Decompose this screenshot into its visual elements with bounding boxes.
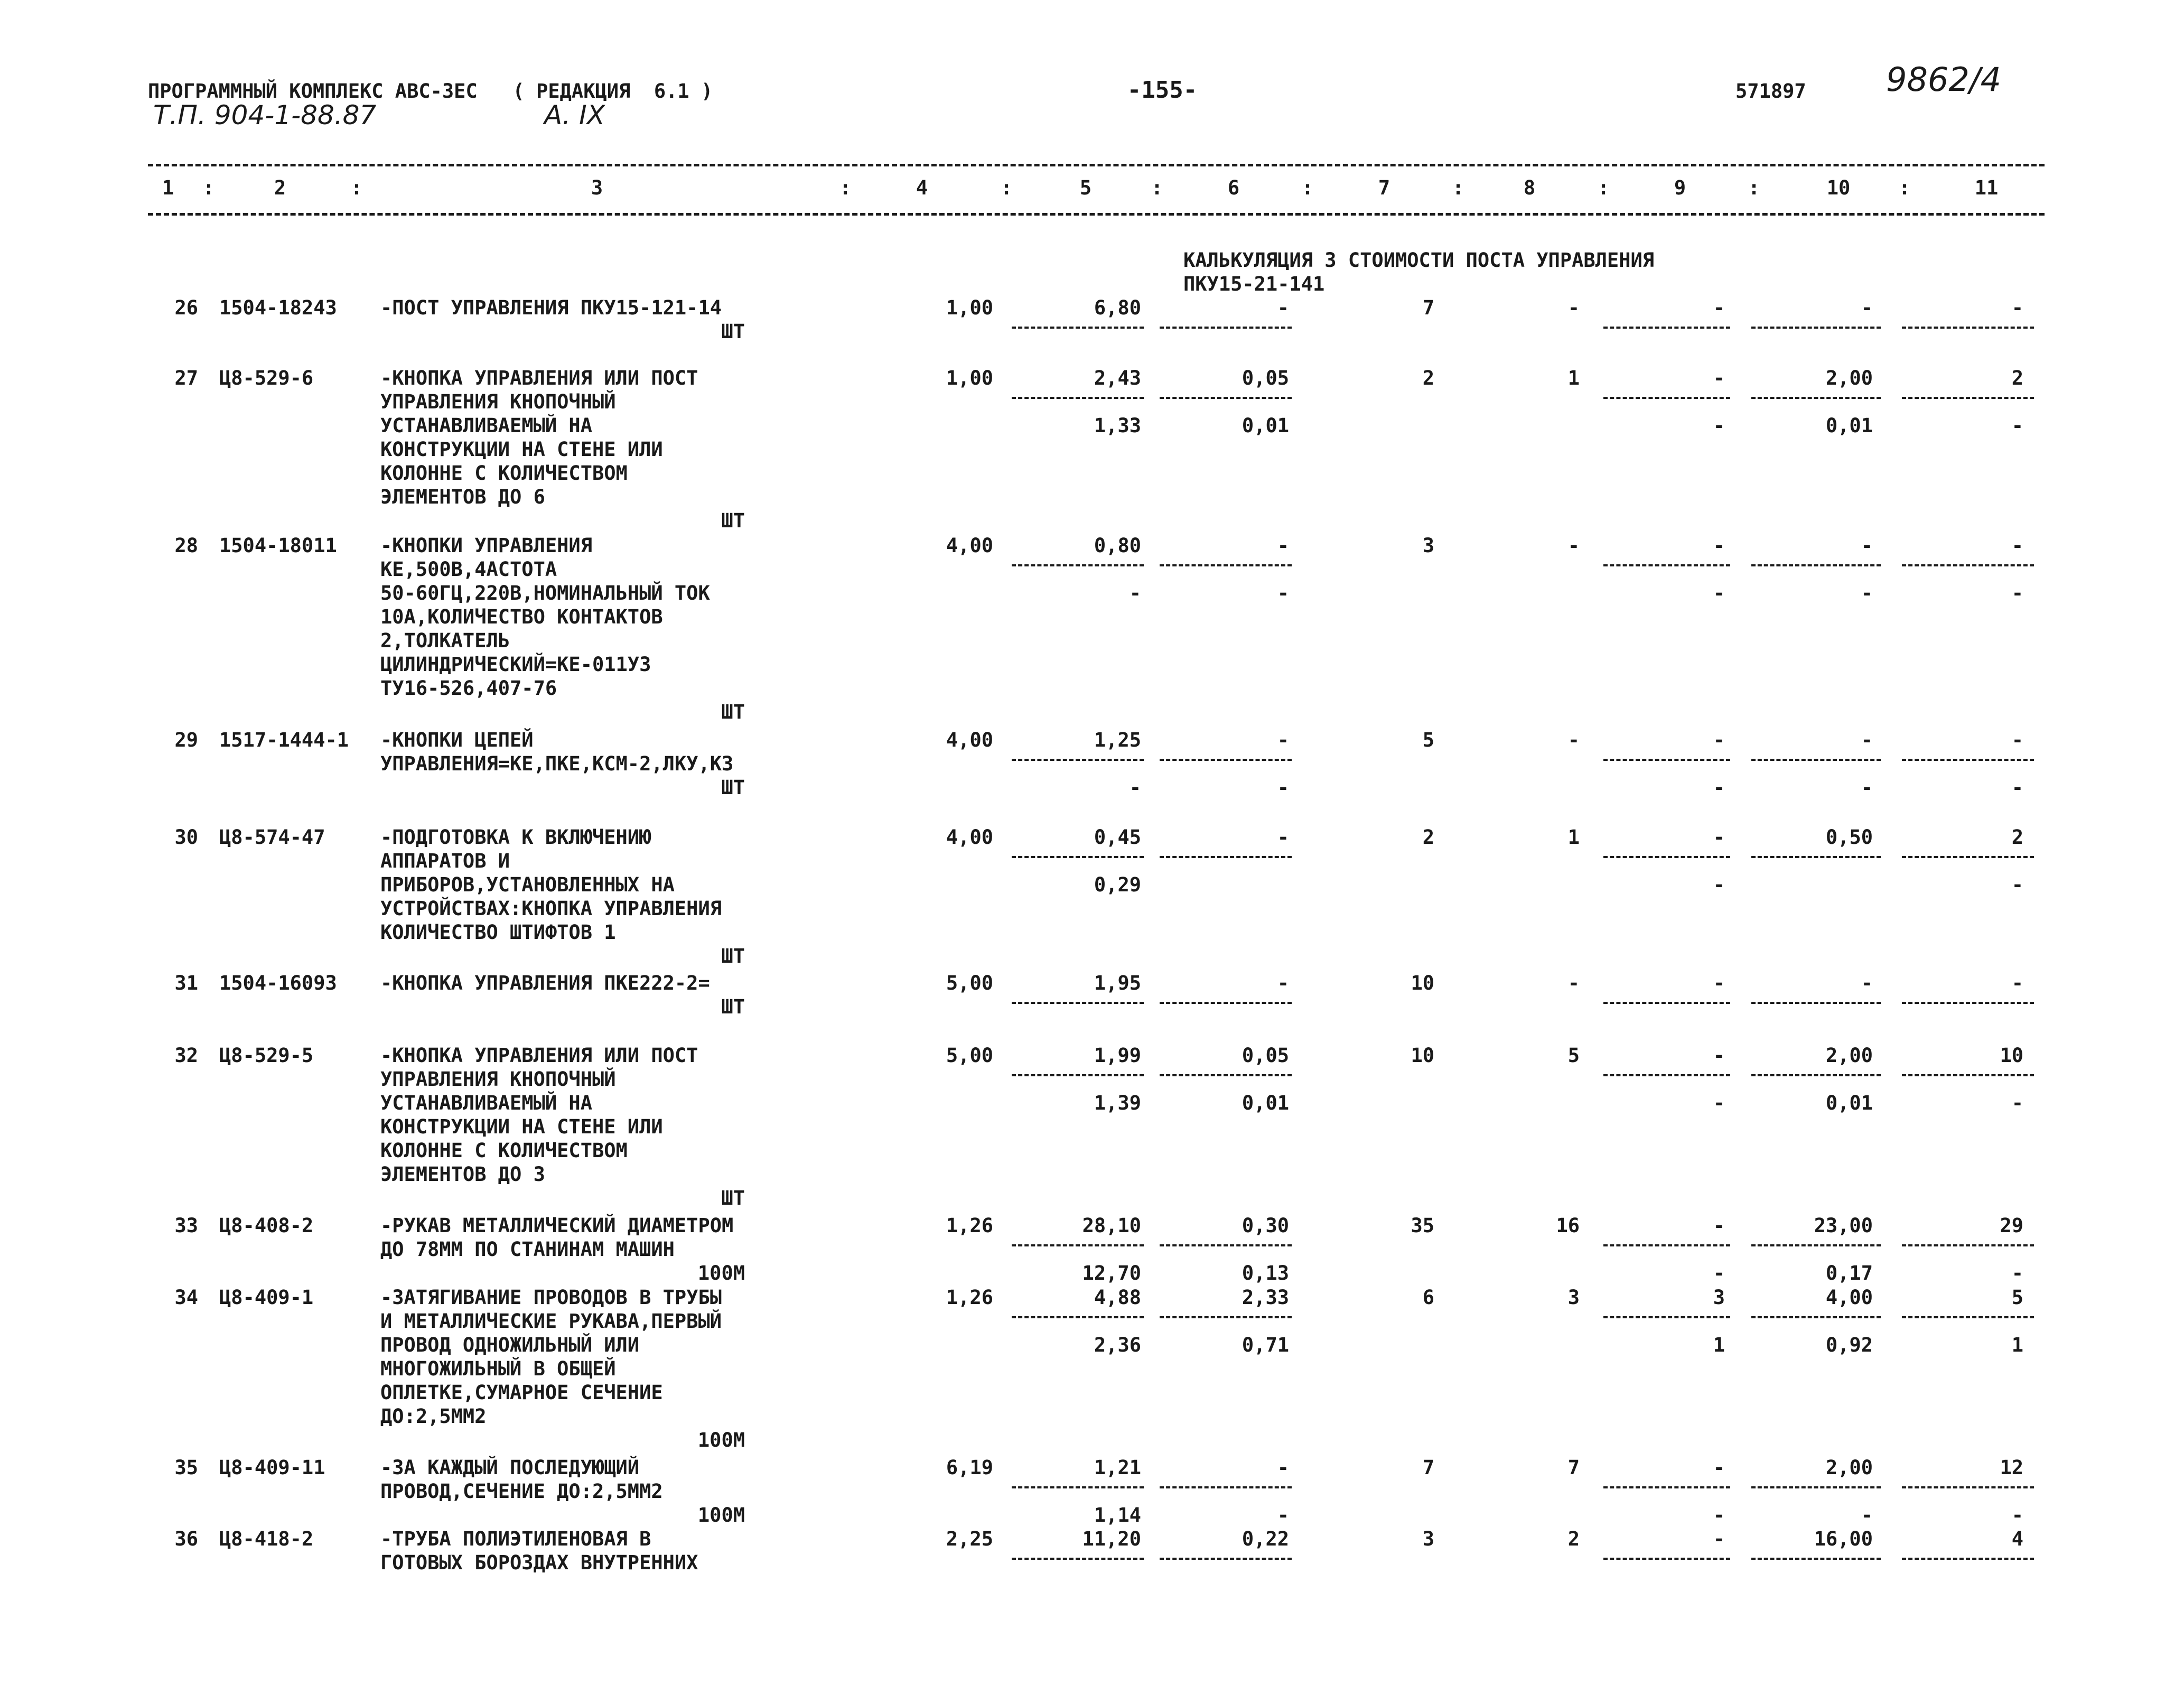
row-code: Ц8-408-2 [219,1214,314,1237]
row-value-c6: - [1277,296,1289,319]
row-value-c6: 0,22 [1242,1528,1289,1550]
row-value-c11: - [2011,972,2023,994]
row-value-c8: 2 [1567,1528,1580,1550]
row-divider-line [1603,1316,1730,1318]
row-divider-line [1603,1002,1730,1004]
row-code: Ц8-574-47 [219,826,325,849]
row-quantity: 5,00 [946,972,993,994]
row-divider-line [1751,1486,1881,1488]
row-number: 35 [174,1456,198,1479]
row-value-c10: - [1861,972,1873,994]
row-description: -ПОСТ УПРАВЛЕНИЯ ПКУ15-121-14 [380,296,722,319]
row-value-c7: 5 [1422,729,1434,751]
row-value-c8: 16 [1556,1214,1580,1237]
row-quantity: 4,00 [946,729,993,751]
row-code: Ц8-409-1 [219,1286,314,1309]
row-divider-line [1160,1486,1292,1488]
row-value-c6: 0,05 [1242,367,1289,389]
row-divider-line [1160,1558,1292,1560]
row-value-c10b: 0,01 [1825,1092,1873,1114]
row-value-c6b: 0,01 [1242,414,1289,437]
row-divider-line [1012,397,1144,399]
row-divider-line [1603,327,1730,329]
row-divider-line [1902,1002,2034,1004]
row-value-c10b: - [1861,1504,1873,1526]
row-number: 32 [174,1044,198,1067]
row-divider-line [1902,759,2034,761]
row-value-c5: 28,10 [1082,1214,1141,1237]
row-value-c6: - [1277,534,1289,557]
row-value-c5: 2,43 [1094,367,1141,389]
row-value-c11b: - [2011,414,2023,437]
row-value-c10: 0,50 [1825,826,1873,849]
row-number: 29 [174,729,198,751]
row-divider-line [1603,1558,1730,1560]
row-divider-line [1751,1074,1881,1076]
row-value-c10: 2,00 [1825,1456,1873,1479]
document-code: 571897 [1735,80,1806,103]
row-divider-line [1902,1486,2034,1488]
row-divider-line [1751,397,1881,399]
row-value-c11b: 1 [2011,1334,2023,1356]
row-unit: ШТ [721,509,745,532]
row-value-c10: 2,00 [1825,367,1873,389]
row-value-c9b: - [1713,414,1725,437]
row-value-c11: 5 [2011,1286,2023,1309]
row-value-c11: 10 [2000,1044,2023,1067]
row-value-c7: 7 [1422,1456,1434,1479]
handwritten-project: Т.П. 904-1-88.87 [153,100,377,131]
row-divider-line [1751,759,1881,761]
column-header-5: 5 [1079,176,1092,199]
row-description: -КНОПКИ УПРАВЛЕНИЯ КЕ,500В,4АСТОТА 50-60ГЦ,220В,НОМИНАЛЬНЫЙ ТОК 10А,КОЛИЧЕСТВО КОНТАКТОВ 2,ТОЛКАТЕЛЬ ЦИЛИНДРИЧЕСКИЙ=КЕ-011У3 ТУ16-526,407-76 [380,534,710,700]
section-title: КАЛЬКУЛЯЦИЯ 3 СТОИМОСТИ ПОСТА УПРАВЛЕНИЯ [1183,249,1655,272]
row-unit: 100М [697,1429,745,1451]
column-separator: : [1151,176,1163,199]
row-divider-line [1160,1074,1292,1076]
column-separator: : [1597,176,1610,199]
row-value-c8: - [1567,729,1580,751]
row-description: -КНОПКА УПРАВЛЕНИЯ ИЛИ ПОСТ УПРАВЛЕНИЯ КНОПОЧНЫЙ УСТАНАВЛИВАЕМЫЙ НА КОНСТРУКЦИИ НА СТЕНЕ ИЛИ КОЛОННЕ С КОЛИЧЕСТВОМ ЭЛЕМЕНТОВ ДО 6 [380,367,698,508]
row-value-c9: - [1713,1044,1725,1067]
row-number: 27 [174,367,198,389]
row-divider-line [1160,759,1292,761]
row-unit: ШТ [721,945,745,967]
row-value-c9: - [1713,1214,1725,1237]
row-value-c6b: - [1277,776,1289,799]
row-value-c8: - [1567,972,1580,994]
row-value-c5: 6,80 [1094,296,1141,319]
row-divider-line [1902,327,2034,329]
column-header-7: 7 [1378,176,1390,199]
row-value-c6b: - [1277,1504,1289,1526]
row-divider-line [1751,564,1881,566]
row-divider-line [1603,759,1730,761]
row-code: Ц8-409-11 [219,1456,325,1479]
row-value-c6: - [1277,972,1289,994]
row-quantity: 1,00 [946,367,993,389]
column-header-9: 9 [1674,176,1686,199]
handwritten-album: А. IX [544,100,605,131]
row-divider-line [1012,1244,1144,1246]
column-header-3: 3 [591,176,603,199]
row-value-c6b: 0,01 [1242,1092,1289,1114]
column-header-2: 2 [274,176,286,199]
row-value-c7: 35 [1411,1214,1434,1237]
row-code: Ц8-529-5 [219,1044,314,1067]
row-description: -ЗАТЯГИВАНИЕ ПРОВОДОВ В ТРУБЫ И МЕТАЛЛИЧЕСКИЕ РУКАВА,ПЕРВЫЙ ПРОВОД ОДНОЖИЛЬНЫЙ ИЛИ МНОГОЖИЛЬНЫЙ В ОБЩЕЙ ОПЛЕТКЕ,СУМАРНОЕ СЕЧЕНИЕ ДО:2,5ММ2 [380,1286,722,1428]
row-value-c5b: 1,33 [1094,414,1141,437]
row-divider-line [1902,1244,2034,1246]
row-value-c7: 2 [1422,367,1434,389]
row-value-c9: - [1713,296,1725,319]
row-divider-line [1902,564,2034,566]
row-value-c7: 7 [1422,296,1434,319]
row-divider-line [1012,1558,1144,1560]
row-number: 28 [174,534,198,557]
row-value-c10: - [1861,296,1873,319]
row-unit: 100М [697,1504,745,1526]
row-divider-line [1603,397,1730,399]
row-value-c11b: - [2011,1262,2023,1284]
row-divider-line [1012,564,1144,566]
row-divider-line [1160,564,1292,566]
row-value-c10: 4,00 [1825,1286,1873,1309]
row-value-c8: - [1567,296,1580,319]
row-value-c6: - [1277,826,1289,849]
row-divider-line [1603,1074,1730,1076]
row-code: 1504-16093 [219,972,337,994]
row-value-c10b: 0,17 [1825,1262,1873,1284]
row-value-c7: 3 [1422,534,1434,557]
row-unit: ШТ [721,320,745,343]
row-value-c5: 0,45 [1094,826,1141,849]
row-value-c10: 16,00 [1814,1528,1873,1550]
row-value-c5: 4,88 [1094,1286,1141,1309]
row-code: Ц8-529-6 [219,367,314,389]
row-quantity: 5,00 [946,1044,993,1067]
row-value-c6b: 0,13 [1242,1262,1289,1284]
row-divider-line [1603,1244,1730,1246]
row-divider-line [1751,1558,1881,1560]
row-number: 33 [174,1214,198,1237]
row-value-c11b: - [2011,1504,2023,1526]
row-value-c5: 0,80 [1094,534,1141,557]
row-divider-line [1751,1316,1881,1318]
row-value-c5b: 1,39 [1094,1092,1141,1114]
row-value-c11: - [2011,296,2023,319]
row-number: 30 [174,826,198,849]
row-value-c5b: 1,14 [1094,1504,1141,1526]
row-description: -КНОПКА УПРАВЛЕНИЯ ИЛИ ПОСТ УПРАВЛЕНИЯ КНОПОЧНЫЙ УСТАНАВЛИВАЕМЫЙ НА КОНСТРУКЦИИ НА СТЕНЕ ИЛИ КОЛОННЕ С КОЛИЧЕСТВОМ ЭЛЕМЕНТОВ ДО 3 [380,1044,698,1186]
row-value-c5b: 12,70 [1082,1262,1141,1284]
row-divider-line [1160,856,1292,858]
row-quantity: 1,00 [946,296,993,319]
row-number: 36 [174,1528,198,1550]
column-header-4: 4 [916,176,928,199]
column-header-8: 8 [1523,176,1536,199]
row-divider-line [1012,1002,1144,1004]
row-divider-line [1012,1486,1144,1488]
row-divider-line [1751,856,1881,858]
row-value-c11b: - [2011,582,2023,604]
row-value-c9: - [1713,1528,1725,1550]
row-code: Ц8-418-2 [219,1528,314,1550]
handwritten-number: 9862/4 [1886,60,2002,99]
row-divider-line [1160,327,1292,329]
row-value-c10: 23,00 [1814,1214,1873,1237]
row-value-c6b: 0,71 [1242,1334,1289,1356]
column-separator: : [1748,176,1760,199]
row-value-c6: - [1277,729,1289,751]
row-value-c9b: - [1713,1504,1725,1526]
row-unit: ШТ [721,995,745,1018]
row-value-c6b: - [1277,582,1289,604]
row-divider-line [1012,856,1144,858]
row-code: 1504-18243 [219,296,337,319]
row-description: -ПОДГОТОВКА К ВКЛЮЧЕНИЮ АППАРАТОВ И ПРИБОРОВ,УСТАНОВЛЕННЫХ НА УСТРОЙСТВАХ:КНОПКА УПРАВЛЕНИЯ КОЛИЧЕСТВО ШТИФТОВ 1 [380,826,722,944]
column-separator: : [1898,176,1911,199]
program-header: ПРОГРАММНЫЙ КОМПЛЕКС АВС-3ЕС ( РЕДАКЦИЯ 6.1 ) [148,80,713,103]
column-separator: : [1452,176,1464,199]
row-value-c9: - [1713,367,1725,389]
row-value-c11: 4 [2011,1528,2023,1550]
row-divider-line [1902,1558,2034,1560]
row-value-c11: - [2011,729,2023,751]
row-value-c5: 11,20 [1082,1528,1141,1550]
row-code: 1504-18011 [219,534,337,557]
row-value-c11: 12 [2000,1456,2023,1479]
row-value-c7: 3 [1422,1528,1434,1550]
row-value-c10: 2,00 [1825,1044,1873,1067]
row-divider-line [1012,1316,1144,1318]
column-separator: : [1301,176,1314,199]
row-value-c9b: 1 [1713,1334,1725,1356]
row-value-c11: 29 [2000,1214,2023,1237]
column-header-10: 10 [1826,176,1851,199]
row-code: 1517-1444-1 [219,729,349,751]
row-divider-line [1160,1244,1292,1246]
row-value-c5b: - [1129,776,1141,799]
row-value-c6: 0,30 [1242,1214,1289,1237]
row-value-c9: - [1713,729,1725,751]
row-divider-line [1012,759,1144,761]
header-rule-bottom [148,213,2045,216]
row-quantity: 6,19 [946,1456,993,1479]
row-description: -ЗА КАЖДЫЙ ПОСЛЕДУЮЩИЙ ПРОВОД,СЕЧЕНИЕ ДО:2,5ММ2 [380,1456,663,1503]
row-value-c5b: - [1129,582,1141,604]
section-subtitle: ПКУ15-21-141 [1183,273,1325,295]
row-value-c11b: - [2011,776,2023,799]
row-value-c9b: - [1713,582,1725,604]
row-value-c10: - [1861,534,1873,557]
row-value-c5: 1,99 [1094,1044,1141,1067]
row-value-c10b: 0,01 [1825,414,1873,437]
row-divider-line [1603,856,1730,858]
row-unit: ШТ [721,776,745,799]
row-value-c9b: - [1713,1262,1725,1284]
row-value-c9b: - [1713,776,1725,799]
row-divider-line [1902,1316,2034,1318]
row-value-c8: 3 [1567,1286,1580,1309]
row-value-c9b: - [1713,873,1725,896]
page-number: -155- [1127,77,1198,104]
row-divider-line [1160,397,1292,399]
row-value-c9: 3 [1713,1286,1725,1309]
row-value-c6: 0,05 [1242,1044,1289,1067]
row-unit: 100М [697,1262,745,1284]
row-value-c7: 10 [1411,972,1434,994]
row-value-c8: 7 [1567,1456,1580,1479]
row-value-c5: 1,95 [1094,972,1141,994]
column-separator: : [1000,176,1013,199]
row-value-c5: 1,25 [1094,729,1141,751]
row-divider-line [1902,1074,2034,1076]
row-number: 26 [174,296,198,319]
row-value-c11b: - [2011,873,2023,896]
row-value-c9: - [1713,826,1725,849]
row-divider-line [1902,856,2034,858]
row-divider-line [1751,1244,1881,1246]
row-value-c8: - [1567,534,1580,557]
row-divider-line [1160,1316,1292,1318]
row-value-c10b: - [1861,582,1873,604]
row-divider-line [1012,327,1144,329]
row-value-c6: - [1277,1456,1289,1479]
row-description: -КНОПКИ ЦЕПЕЙ УПРАВЛЕНИЯ=КЕ,ПКЕ,КСМ-2,ЛКУ,КЗ [380,729,734,775]
row-value-c7: 10 [1411,1044,1434,1067]
row-divider-line [1012,1074,1144,1076]
row-value-c5: 1,21 [1094,1456,1141,1479]
row-value-c9: - [1713,534,1725,557]
row-quantity: 4,00 [946,826,993,849]
row-number: 31 [174,972,198,994]
column-header-11: 11 [1974,176,1999,199]
row-quantity: 1,26 [946,1214,993,1237]
row-value-c10: - [1861,729,1873,751]
row-value-c11: 2 [2011,367,2023,389]
row-description: -ТРУБА ПОЛИЭТИЛЕНОВАЯ В ГОТОВЫХ БОРОЗДАХ ВНУТРЕННИХ [380,1528,698,1574]
row-value-c9: - [1713,1456,1725,1479]
row-divider-line [1751,327,1881,329]
row-value-c8: 1 [1567,367,1580,389]
row-value-c7: 2 [1422,826,1434,849]
row-divider-line [1160,1002,1292,1004]
row-value-c10b: 0,92 [1825,1334,1873,1356]
row-value-c10b: - [1861,776,1873,799]
row-divider-line [1902,397,2034,399]
column-separator: : [839,176,852,199]
row-number: 34 [174,1286,198,1309]
row-unit: ШТ [721,1187,745,1209]
row-value-c11b: - [2011,1092,2023,1114]
column-separator: : [350,176,363,199]
row-divider-line [1603,1486,1730,1488]
row-value-c11: 2 [2011,826,2023,849]
row-value-c7: 6 [1422,1286,1434,1309]
row-value-c9: - [1713,972,1725,994]
row-value-c8: 1 [1567,826,1580,849]
row-value-c5b: 0,29 [1094,873,1141,896]
row-quantity: 4,00 [946,534,993,557]
row-unit: ШТ [721,701,745,723]
column-header-6: 6 [1227,176,1240,199]
row-description: -КНОПКА УПРАВЛЕНИЯ ПКЕ222-2= [380,972,710,994]
row-quantity: 1,26 [946,1286,993,1309]
row-divider-line [1603,564,1730,566]
header-rule-top [148,164,2045,166]
row-value-c9b: - [1713,1092,1725,1114]
row-value-c8: 5 [1567,1044,1580,1067]
row-description: -РУКАВ МЕТАЛЛИЧЕСКИЙ ДИАМЕТРОМ ДО 78ММ ПО СТАНИНАМ МАШИН [380,1214,734,1261]
column-header-1: 1 [162,176,174,199]
row-divider-line [1751,1002,1881,1004]
row-value-c6: 2,33 [1242,1286,1289,1309]
row-value-c5b: 2,36 [1094,1334,1141,1356]
column-separator: : [202,176,215,199]
row-quantity: 2,25 [946,1528,993,1550]
row-value-c11: - [2011,534,2023,557]
